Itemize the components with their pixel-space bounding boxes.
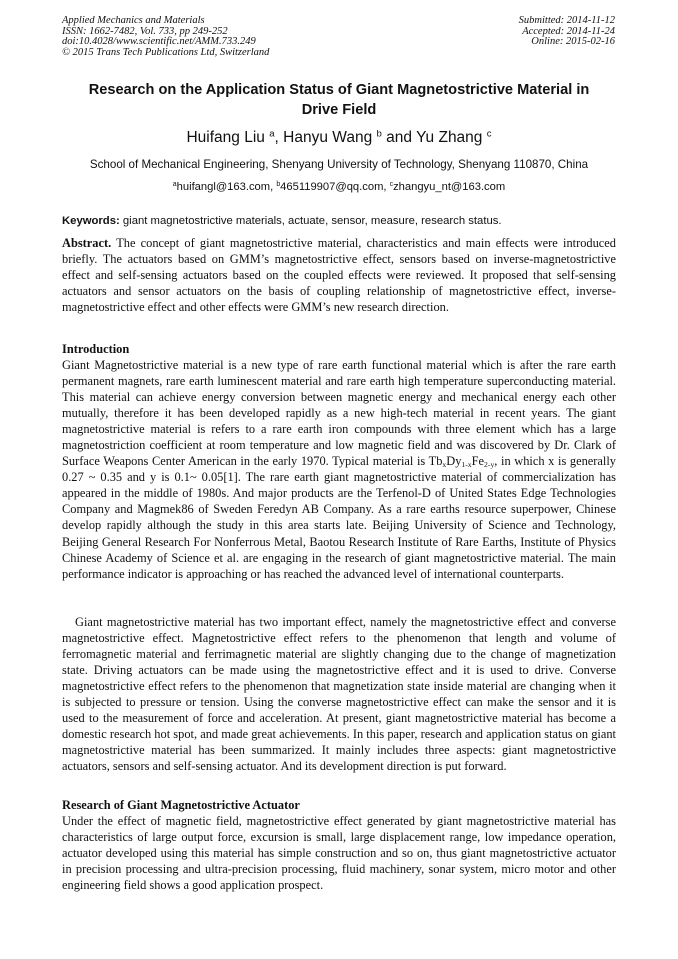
doi-line: doi:10.4028/www.scientific.net/AMM.733.249 xyxy=(62,36,256,48)
introduction-paragraph-2: Giant magnetostrictive material has two important effect, namely the magnetostrictive effect and converse magnetostrictive effect. Magnetostrictive effect refers to the phenomenon that length and volume of ferromagnetic material and ferrimagnetic material are slightly changing due to the change of magnetization state. Driving actuators can be made using the magnetostrictive effect and it is used to drive. Converse magnetostrictive effect refers to the phenomenon that magnetization state inside material are changing when it is subjected to pressure or tension. Using the converse magnetostrictive effect can make the sensor and it is used to the measurement of force and acceleration. At present, giant magnetostrictive material has become a domestic research hot spot, and made great achievements. In this paper, research and application status on giant magnetostrictive material has been summarized. It mainly includes three aspects: giant magnetostrictive actuators, sensors and self-sensing actuator. And its development direction is put forward. xyxy=(62,615,616,774)
author-separator: , xyxy=(274,129,284,146)
introduction-paragraph-1 xyxy=(62,357,616,582)
author-2-mark: b xyxy=(376,128,382,140)
issn-line: ISSN: 1662-7482, Vol. 733, pp 249-252 xyxy=(62,25,228,37)
keywords xyxy=(62,213,616,229)
keywords-text: giant magnetostrictive materials, actuate, sensor, measure, research status. xyxy=(119,215,502,227)
abstract-text: The concept of giant magnetostrictive material, characteristics and main effects were introduced briefly. The actuators based on GMM’s magnetostrictive effect, sensors based on inverse-magnetostrictive effect and self-sensing actuators based on the coupled effects were reviewed. It proposed that self-sensing actuators and sensor actuators on the basis of coupling relationship of magnetostrictive effect, inverse-magnetostrictive effect and other effects were GMM’s new research direction. xyxy=(62,236,616,315)
abstract-label: Abstract. xyxy=(62,236,112,250)
author-2: Hanyu Wang xyxy=(283,129,373,146)
author-3: Yu Zhang xyxy=(416,129,483,146)
copyright-line: © 2015 Trans Tech Publications Ltd, Switzerland xyxy=(62,46,270,58)
intro-text-b: , in which x is generally 0.27 ~ 0.35 and y is 0.1~ 0.05[1]. The rare earth giant magnetostrictive material of commercialization has appeared in the middle of 1980s. And major products are the Terfenol-D of United States Edge Technologies Company and Magmek86 of Sweden Feredyn AB Company. As a rare earths resource superpower, Chinese develop rapidly although the study in this area starts late. Beijing University of Science and Technology, Beijing General Research For Nonferrous Metal, Baotou Research Institute of Rare Earths, Institute of Physics Chinese Academy of Science et al. are engaging in the research of giant magnetostrictive material. The main performance indicator is approaching or has reached the advanced level of international counterparts. xyxy=(62,454,616,581)
paper-title xyxy=(62,80,616,120)
formula-sub-1x: 1-x xyxy=(461,460,472,470)
email-3: zhangyu_nt@163.com xyxy=(393,181,506,193)
journal-name: Applied Mechanics and Materials xyxy=(62,15,205,26)
email-2: 465119907@qq.com, xyxy=(280,181,390,193)
email-2-mark: b xyxy=(276,181,281,189)
actuator-section-heading: Research of Giant Magnetostrictive Actuator xyxy=(62,798,300,812)
intro-text-a: Giant Magnetostrictive material is a new type of rare earth functional material which is after the rare earth permanent magnets, rare earth luminescent material and rare earth high temperature superconducting material. This material can achieve energy conversion between magnetic energy and mechanical energy each other mutually, therefore it has been developed rapidly as a new high-tech material in recent years. The giant magnetostrictive material is refers to a rare earth iron compounds with three element which has a large magnetostriction coefficient at room temperature and low magnetic field and was discovered by Dr. Clark of Surface Weapons Center American in the early 1970. Typical material is Tb xyxy=(62,358,616,469)
keywords-label: Keywords: xyxy=(62,215,120,227)
formula-sub-2y: 2-y xyxy=(484,460,495,470)
journal-info xyxy=(62,16,269,58)
author-list xyxy=(62,128,616,148)
email-1: huifangl@163.com, xyxy=(176,181,277,193)
affiliation: School of Mechanical Engineering, Shenyang University of Technology, Shenyang 110870, China xyxy=(89,158,589,171)
email-3-mark: c xyxy=(389,181,394,189)
accepted-date: Accepted: 2014-11-24 xyxy=(522,25,615,37)
abstract xyxy=(62,235,616,315)
formula-fe: Fe xyxy=(471,454,485,469)
author-emails xyxy=(62,179,616,195)
author-1-mark: a xyxy=(269,128,275,140)
submission-dates xyxy=(519,16,615,48)
submitted-date: Submitted: 2014-11-12 xyxy=(518,15,615,26)
email-1-mark: a xyxy=(172,181,177,189)
author-separator: and xyxy=(381,129,417,146)
formula-sub-x: x xyxy=(442,460,447,470)
formula-dy: Dy xyxy=(446,454,462,469)
title-line-1: Research on the Application Status of Giant Magnetostrictive Material in xyxy=(88,82,590,98)
online-date: Online: 2015-02-16 xyxy=(531,36,615,48)
author-1: Huifang Liu xyxy=(186,129,265,146)
actuator-paragraph-1: Under the effect of magnetic field, magnetostrictive effect generated by giant magnetostrictive material has characteristics of large output force, excursion is small, large displacement range, low impedance operation, actuator developed using this material has simple construction and so on, thus giant magnetostrictive actuator in precision processing and ultra-precision processing, fluid machinery, sonar system, micro motor and other engineering field shows a good application prospect. xyxy=(62,814,616,893)
title-line-2: Drive Field xyxy=(301,102,377,118)
author-3-mark: c xyxy=(486,128,492,140)
introduction-heading: Introduction xyxy=(62,342,130,356)
